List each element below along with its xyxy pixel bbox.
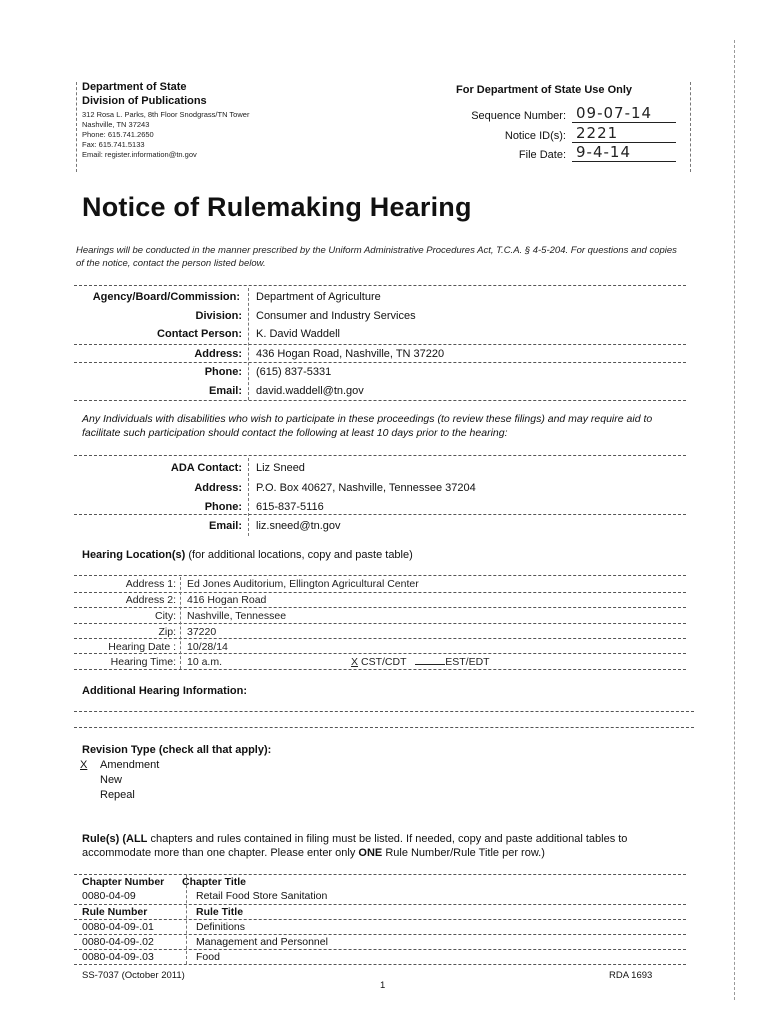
ada-row-rule <box>74 514 686 515</box>
location-row-rule-2 <box>74 607 686 608</box>
header-right-rule <box>690 82 691 172</box>
rule-title-header: Rule Title <box>196 906 244 918</box>
hearing-location-title: Hearing Location(s) <box>82 549 186 561</box>
additional-info-box-top <box>74 711 694 712</box>
hearing-location-note: (for additional locations, copy and paste table) <box>188 549 413 561</box>
ada-email-label: Email: <box>208 520 242 532</box>
email-label: Email: <box>208 385 242 397</box>
ada-email-value[interactable]: liz.sneed@tn.gov <box>256 520 341 532</box>
page-edge-rule <box>734 40 735 1000</box>
location-table-top <box>74 575 686 576</box>
address1-label: Address 1: <box>125 578 176 590</box>
chapter-number-header: Chapter Number <box>82 876 165 888</box>
division-label: Division: <box>195 310 242 322</box>
rules-table-rule-1 <box>74 904 686 905</box>
rule-number-1: 0080-04-09-.01 <box>82 921 154 933</box>
rules-table-bottom <box>74 964 686 965</box>
ada-note: Any Individuals with disabilities who wish to participate in these proceedings (to review these filings) and may require aid to facilitate such participation should contact the following at least 10 days prior to the hearing: <box>82 413 653 439</box>
revision-new[interactable] <box>80 773 159 788</box>
location-row-rule-4 <box>74 638 686 639</box>
division-name: Division of Publications <box>82 95 207 107</box>
file-date-row <box>376 149 566 161</box>
tz-est-label: EST/EDT <box>445 656 490 668</box>
repeal-label: Repeal <box>100 789 135 801</box>
zip-label: Zip: <box>158 626 176 638</box>
location-table-bottom <box>74 669 686 670</box>
revision-options <box>80 758 159 803</box>
location-row-rule-5 <box>74 653 686 654</box>
agency-col-rule <box>248 288 249 400</box>
notice-id-row <box>376 130 566 142</box>
phone-label: Phone: <box>204 366 242 378</box>
agency-value: Department of Agriculture <box>256 291 381 303</box>
timezone-selector <box>348 656 490 668</box>
sequence-number-row <box>376 110 566 122</box>
amendment-label: Amendment <box>100 759 160 771</box>
rule-number-3: 0080-04-09-.03 <box>82 951 154 963</box>
department-header <box>82 80 207 108</box>
sequence-value: 09-07-14 <box>572 104 676 123</box>
address-label: Address: <box>194 348 242 360</box>
agency-row-rule-2 <box>74 362 686 363</box>
additional-info-heading: Additional Hearing Information: <box>82 685 247 697</box>
division-value: Consumer and Industry Services <box>256 310 416 322</box>
tz-cst-mark[interactable]: X <box>351 656 359 668</box>
location-row-rule-1 <box>74 592 686 593</box>
agency-label: Agency/Board/Commission: <box>92 291 240 303</box>
tz-cst-label: CST/CDT <box>361 656 407 668</box>
address1-value: Ed Jones Auditorium, Ellington Agricultural Center <box>187 578 419 590</box>
city-value: Nashville, Tennessee <box>187 610 287 622</box>
rule-number-2: 0080-04-09-.02 <box>82 936 154 948</box>
city-label: City: <box>155 610 176 622</box>
email-value[interactable]: david.waddell@tn.gov <box>256 385 364 397</box>
hearing-date-value: 10/28/14 <box>187 641 228 653</box>
rules-table-rule-3 <box>74 934 686 935</box>
contact-person-value: K. David Waddell <box>256 328 340 340</box>
intro-text: Hearings will be conducted in the manner prescribed by the Uniform Administrative Procedures Act, T.C.A. § 4-5-204. For questions and copies of the notice, contact the person listed below. <box>76 245 677 269</box>
department-contact-block <box>82 110 249 160</box>
address2-label: Address 2: <box>125 594 176 606</box>
rda-number: RDA 1693 <box>609 970 653 981</box>
address2-value: 416 Hogan Road <box>187 594 267 606</box>
agency-table-bottom <box>74 400 686 401</box>
ada-phone-label: Phone: <box>204 501 242 513</box>
notice-value: 2221 <box>572 124 676 143</box>
rules-heading-bold: Rule(s) (ALL <box>82 833 148 845</box>
revision-heading: Revision Type (check all that apply): <box>82 744 272 756</box>
page-number: 1 <box>380 980 386 991</box>
hearing-date-label: Hearing Date : <box>108 641 176 653</box>
hearing-time-value: 10 a.m. <box>187 656 223 668</box>
tz-est-mark[interactable] <box>415 664 445 665</box>
ada-contact-label: ADA Contact: <box>170 462 242 474</box>
ada-address-value: P.O. Box 40627, Nashville, Tennessee 37204 <box>256 482 476 494</box>
rules-heading-rest: chapters and rules contained in filing must be listed. If needed, copy and paste additional tables to accommodate more than one chapter. Please enter only <box>82 833 628 859</box>
contact-person-label: Contact Person: <box>157 328 242 340</box>
dept-phone: Phone: 615.741.2650 <box>82 130 154 139</box>
chapter-number: 0080-04-09 <box>82 890 136 902</box>
ada-phone-value: 615-837-5116 <box>256 501 324 513</box>
dept-email: Email: register.information@tn.gov <box>82 150 197 159</box>
rule-number-header: Rule Number <box>82 906 148 918</box>
rule-title-1: Definitions <box>196 921 246 933</box>
amendment-mark: X <box>80 759 88 771</box>
rules-col-rule <box>186 875 187 964</box>
hearing-time-label: Hearing Time: <box>110 656 176 668</box>
zip-value: 37220 <box>187 626 217 638</box>
chapter-title: Retail Food Store Sanitation <box>196 890 328 902</box>
rule-title-2: Management and Personnel <box>196 936 328 948</box>
page-title: Notice of Rulemaking Hearing <box>82 192 472 222</box>
rules-table-rule-2 <box>74 919 686 920</box>
rules-table-top <box>74 874 686 875</box>
address-value: 436 Hogan Road, Nashville, TN 37220 <box>256 348 445 360</box>
dept-address: 312 Rosa L. Parks, 8th Floor Snodgrass/TN Tower <box>82 110 250 119</box>
phone-value: (615) 837-5331 <box>256 366 332 378</box>
agency-table-top <box>74 285 686 286</box>
location-row-rule-3 <box>74 623 686 624</box>
revision-repeal[interactable] <box>80 788 159 803</box>
ada-table-top <box>74 455 686 456</box>
ada-col-rule <box>248 458 249 536</box>
notice-label: Notice ID(s): <box>504 130 566 142</box>
rules-table-rule-4 <box>74 949 686 950</box>
chapter-title-header: Chapter Title <box>182 876 246 888</box>
agency-row-rule <box>74 344 686 345</box>
file-date-label: File Date: <box>518 149 566 161</box>
new-label: New <box>100 774 123 786</box>
form-number: SS-7037 (October 2011) <box>82 970 185 981</box>
header-left-rule <box>76 82 77 172</box>
ada-address-label: Address: <box>194 482 242 494</box>
file-date-value: 9-4-14 <box>572 143 676 162</box>
state-use-title: For Department of State Use Only <box>456 84 633 96</box>
dept-name: Department of State <box>82 81 187 93</box>
rule-title-3: Food <box>196 951 220 963</box>
ada-contact-value: Liz Sneed <box>256 462 305 474</box>
rules-heading-one: ONE <box>358 847 383 859</box>
hearing-location-heading <box>82 549 413 561</box>
revision-amendment[interactable] <box>80 758 159 773</box>
rules-heading-end: Rule Number/Rule Title per row.) <box>385 847 545 859</box>
additional-info-box-bottom <box>74 727 694 728</box>
location-col-rule <box>180 577 181 669</box>
rules-heading <box>82 832 692 860</box>
dept-fax: Fax: 615.741.5133 <box>82 140 145 149</box>
dept-city: Nashville, TN 37243 <box>82 120 150 129</box>
sequence-label: Sequence Number: <box>471 110 566 122</box>
